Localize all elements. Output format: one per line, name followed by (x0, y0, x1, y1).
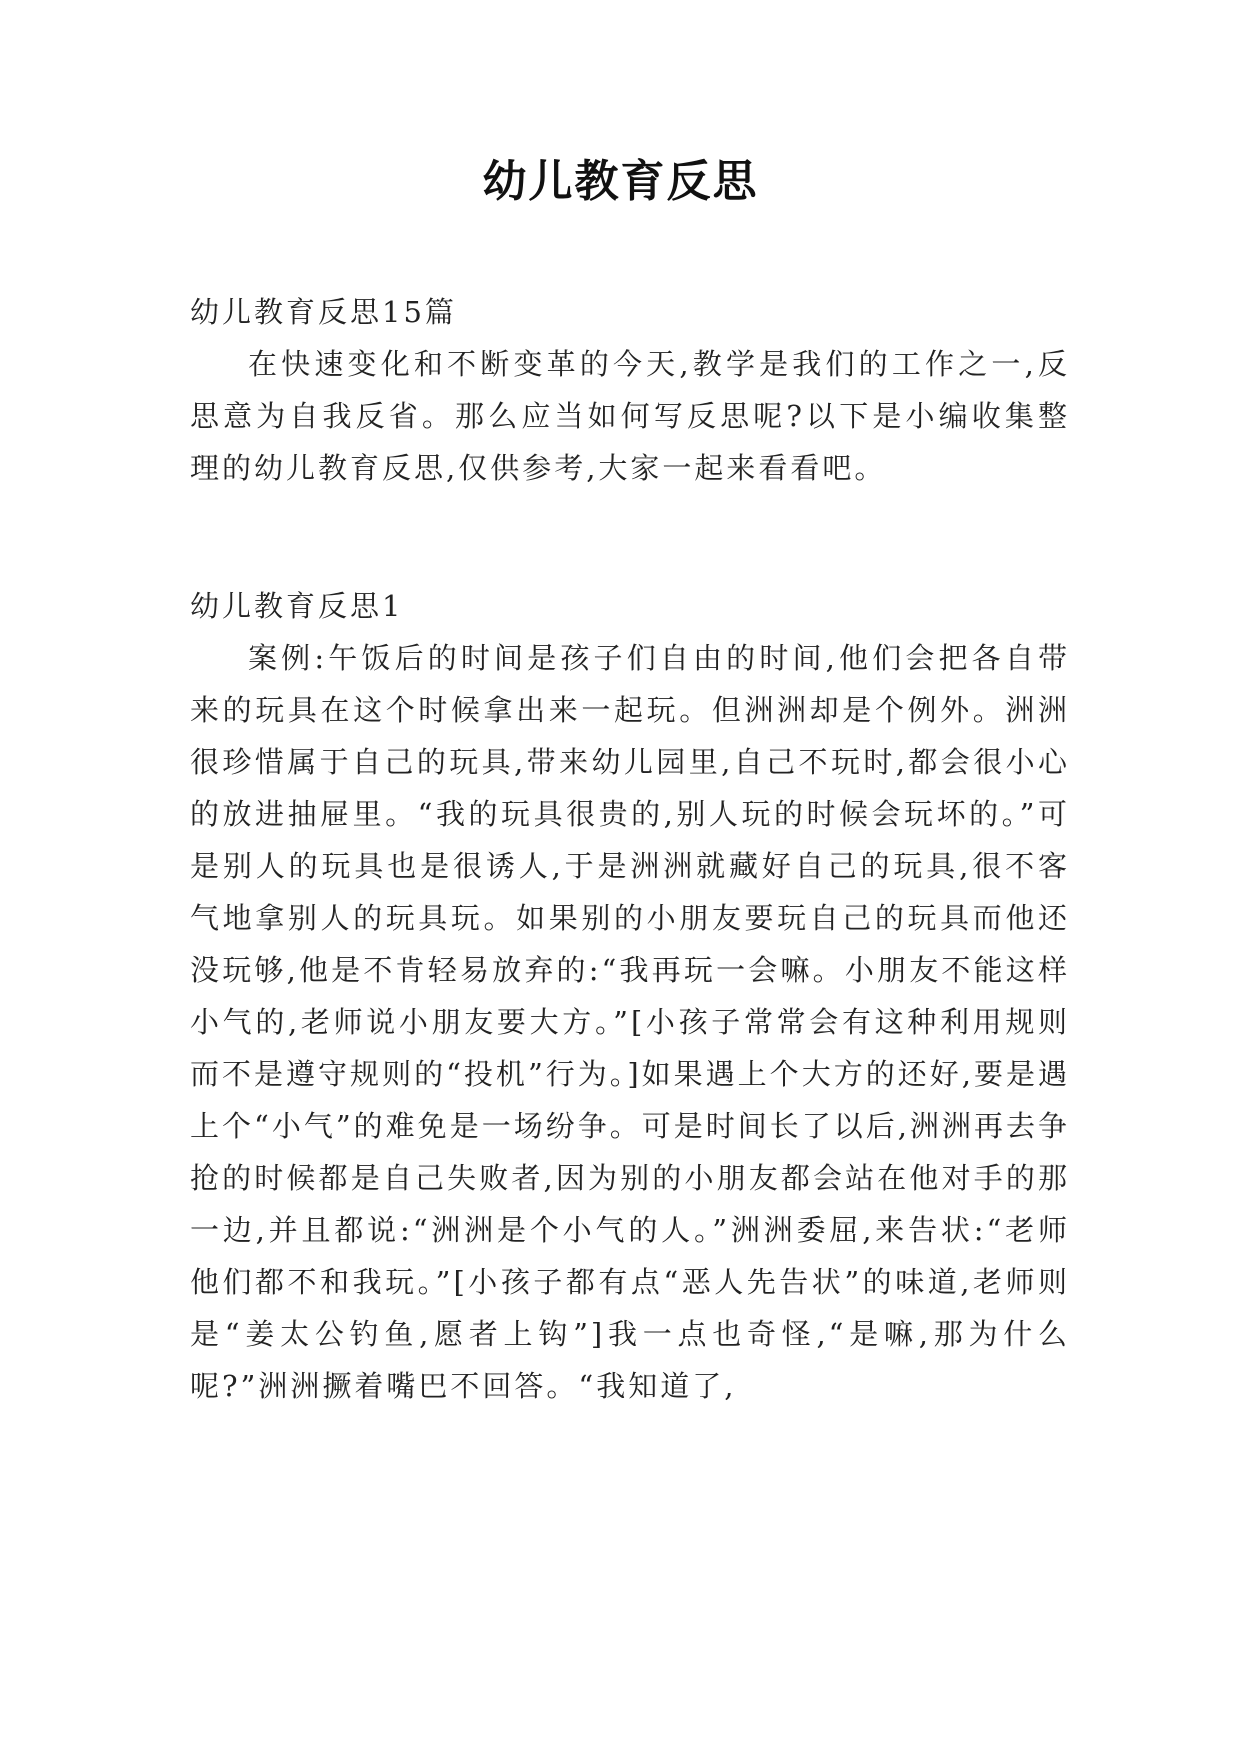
section-1-heading: 幼儿教育反思1 (190, 589, 404, 623)
document-title: 幼儿教育反思 (482, 156, 759, 207)
intro-section (190, 286, 1070, 494)
section-1-paragraph: 案例:午饭后的时间是孩子们自由的时间,他们会把各自带来的玩具在这个时候拿出来一起玩。但洲洲却是个例外。洲洲很珍惜属于自己的玩具,带来幼儿园里,自己不玩时,都会很小心的放进抽屉里。“我的玩具很贵的,别人玩的时候会玩坏的。”可是别人的玩具也是很诱人,于是洲洲就藏好自己的玩具,很不客气地拿别人的玩具玩。如果别的小朋友要玩自己的玩具而他还没玩够,他是不肯轻易放弃的:“我再玩一会嘛。小朋友不能这样小气的,老师说小朋友要大方。”[小孩子常常会有这种利用规则而不是遵守规则的“投机”行为。]如果遇上个大方的还好,要是遇上个“小气”的难免是一场纷争。可是时间长了以后,洲洲再去争抢的时候都是自己失败者,因为别的小朋友都会站在他对手的那一边,并且都说:“洲洲是个小气的人。”洲洲委屈,来告状:“老师他们都不和我玩。”[小孩子都有点“恶人先告状”的味道,老师则是“姜太公钓鱼,愿者上钩”]我一点也奇怪,“是嘛,那为什么呢?”洲洲撅着嘴巴不回答。“我知道了, (190, 641, 1070, 1403)
section-1 (190, 580, 1070, 1412)
intro-paragraph: 在快速变化和不断变革的今天,教学是我们的工作之一,反思意为自我反省。那么应当如何写反思呢?以下是小编收集整理的幼儿教育反思,仅供参考,大家一起来看看吧。 (190, 347, 1070, 485)
intro-heading: 幼儿教育反思15篇 (190, 295, 457, 329)
